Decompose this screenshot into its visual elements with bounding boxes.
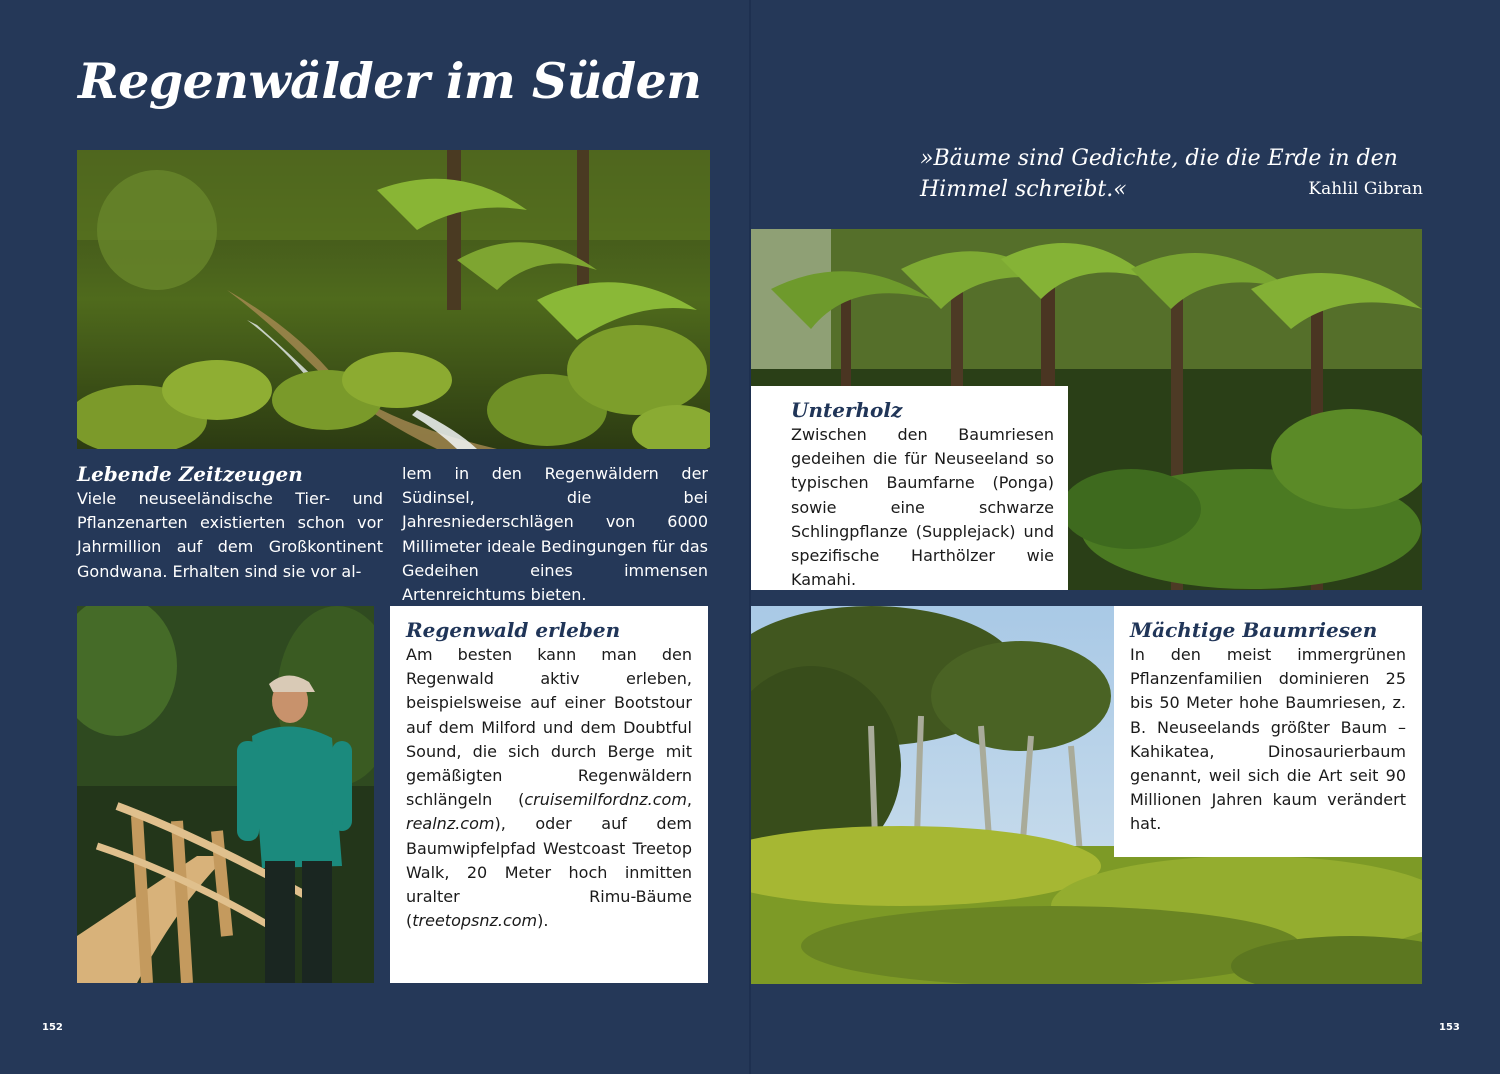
page-number-left: 152 (42, 1022, 63, 1033)
maechtige-baumriesen-box (1114, 606, 1422, 857)
maechtige-baumriesen-text: In den meist immergrünen Pflanzenfamilien dominieren 25 bis 50 Meter hohe Baumriesen, z. B. Neuseelands größter Baum – Kahikatea, Dinosaurierbaum genannt, weil sich die Art seit 90 Millionen Jahren kaum verändert hat. (1130, 645, 1406, 834)
regenwald-erleben-heading: Regenwald erleben (406, 618, 621, 642)
page-title: Regenwälder im Süden (78, 52, 702, 110)
page-number-right: 153 (1439, 1022, 1460, 1033)
regenwald-erleben-box (390, 606, 708, 983)
lebende-zeitzeugen-text-col1: Viele neuseeländische Tier- und Pflanzenarten existierten schon vor Jahrmillion auf dem Großkontinent Gondwana. Erhalten sind sie vor al- (77, 489, 383, 581)
erleben-text-part: Am besten kann man den Regenwald aktiv erleben, beispielsweise auf einer Bootstour auf dem Milford und dem Doubtful Sound, die sich durch Berge mit gemäßigten Regenwäldern schlängeln ( (406, 645, 692, 810)
quote-text: »Bäume sind Gedichte, die die Erde in den Himmel schreibt.« (920, 146, 1398, 202)
quote-author: Kahlil Gibran (1308, 179, 1423, 199)
erleben-separator: , (686, 790, 692, 810)
regenwald-erleben-text (406, 643, 692, 933)
lebende-zeitzeugen-section (77, 462, 711, 605)
unterholz-box (751, 386, 1068, 590)
lebende-zeitzeugen-heading: Lebende Zeitzeugen (77, 462, 303, 486)
unterholz-heading: Unterholz (791, 398, 903, 422)
realnz-link: realnz.com (406, 814, 495, 834)
kahlil-gibran-quote (920, 143, 1425, 205)
cruisemilfordnz-link: cruisemilfordnz.com (524, 790, 687, 810)
lebende-zeitzeugen-text-col2: lem in den Regenwäldern der Südinsel, die bei Jahresniederschlägen von 6000 Millimeter ideale Bedingungen für das Gedeihen eines immensen Artenreichtums bieten. (402, 464, 708, 605)
erleben-text-part: ), oder auf dem Baumwipfelpfad Westcoast Treetop Walk, 20 Meter hoch inmitten uralter Rimu-Bäume ( (406, 814, 692, 931)
stream-photo (77, 150, 710, 449)
unterholz-text: Zwischen den Baumriesen gedeihen die für Neuseeland so typischen Baumfarne (Ponga) sowie eine schwarze Schlingpflanze (Supplejack) und spezifische Harthölzer wie Kamahi. (791, 425, 1054, 590)
erleben-text-part: ). (537, 911, 549, 931)
treetopsnz-link: treetopsnz.com (412, 911, 538, 931)
maechtige-baumriesen-heading: Mächtige Baumriesen (1130, 618, 1378, 642)
hiker-boardwalk-photo (77, 606, 374, 983)
